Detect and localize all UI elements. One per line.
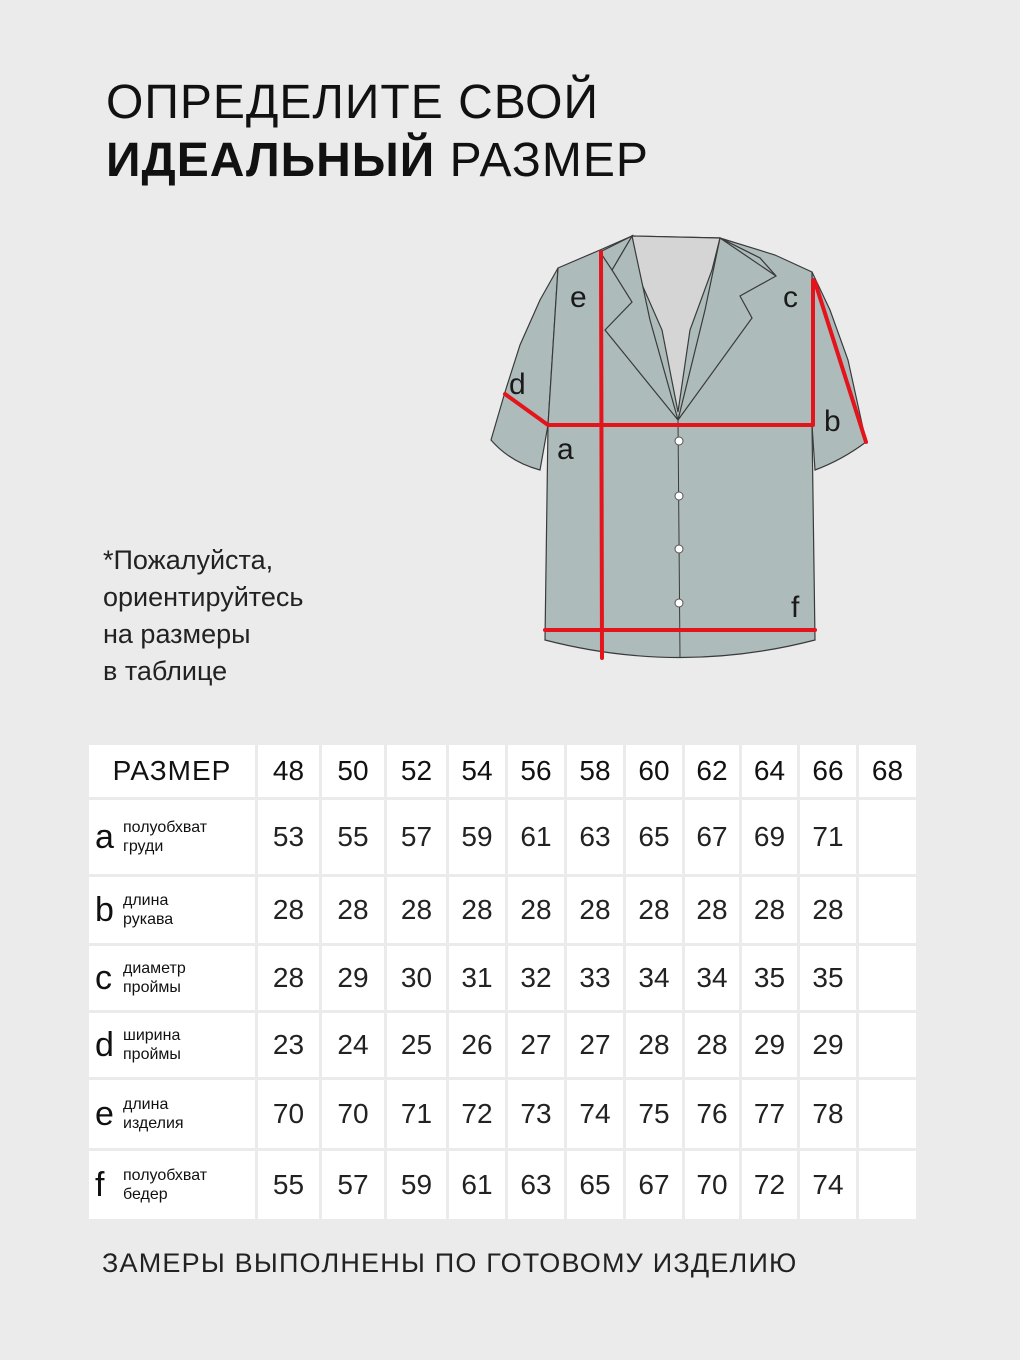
measurement-label-cell: [89, 946, 255, 1010]
value-cell: 28: [685, 877, 739, 943]
measurement-label-cell: [89, 1080, 255, 1148]
size-header-cell: 48: [258, 745, 319, 797]
diagram-label-d: d: [509, 368, 526, 401]
size-header-cell: 50: [322, 745, 384, 797]
diagram-label-a: a: [557, 433, 574, 466]
measure-line-e: [601, 252, 602, 658]
button: [675, 492, 683, 500]
size-note: *Пожалуйста, ориентируйтесь на размеры в таблице: [103, 545, 304, 686]
value-cell: 71: [800, 800, 856, 874]
button: [675, 437, 683, 445]
value-cell: 74: [567, 1080, 623, 1148]
value-cell: 31: [449, 946, 505, 1010]
value-cell: 28: [742, 877, 797, 943]
value-cell: 28: [258, 946, 319, 1010]
title-rest: РАЗМЕР: [435, 134, 649, 187]
measurement-description: полуобхват груди: [123, 819, 208, 855]
table-row: [89, 1080, 916, 1148]
value-cell: 57: [387, 800, 446, 874]
value-cell: [859, 1151, 916, 1219]
value-cell: 57: [322, 1151, 384, 1219]
value-cell: 59: [387, 1151, 446, 1219]
value-cell: 76: [685, 1080, 739, 1148]
value-cell: 30: [387, 946, 446, 1010]
value-cell: [859, 1013, 916, 1077]
table-row: [89, 946, 916, 1010]
title-line-1: ОПРЕДЕЛИТЕ СВОЙ: [106, 76, 599, 129]
value-cell: 77: [742, 1080, 797, 1148]
value-cell: 69: [742, 800, 797, 874]
size-header-cell: 68: [859, 745, 916, 797]
table-header-row: [89, 745, 916, 797]
value-cell: 63: [567, 800, 623, 874]
value-cell: 70: [685, 1151, 739, 1219]
value-cell: [859, 946, 916, 1010]
value-cell: [859, 877, 916, 943]
value-cell: 26: [449, 1013, 505, 1077]
table-row: [89, 1013, 916, 1077]
value-cell: 33: [567, 946, 623, 1010]
value-cell: 35: [742, 946, 797, 1010]
size-header-cell: 54: [449, 745, 505, 797]
shirt-diagram: [480, 225, 880, 675]
button: [675, 545, 683, 553]
measurement-description: длина рукава: [123, 892, 174, 928]
value-cell: 28: [508, 877, 564, 943]
value-cell: 23: [258, 1013, 319, 1077]
value-cell: 25: [387, 1013, 446, 1077]
value-cell: 65: [567, 1151, 623, 1219]
size-table: [86, 742, 919, 1222]
title-line-2: [106, 132, 649, 190]
value-cell: 55: [322, 800, 384, 874]
diagram-label-c: c: [783, 281, 798, 314]
measurement-label-cell: [89, 1151, 255, 1219]
value-cell: 34: [626, 946, 682, 1010]
footer-note: ЗАМЕРЫ ВЫПОЛНЕНЫ ПО ГОТОВОМУ ИЗДЕЛИЮ: [102, 1248, 798, 1278]
value-cell: 28: [449, 877, 505, 943]
value-cell: [859, 1080, 916, 1148]
value-cell: 67: [685, 800, 739, 874]
size-header-cell: 66: [800, 745, 856, 797]
page-title: [106, 74, 649, 190]
value-cell: 29: [800, 1013, 856, 1077]
value-cell: 59: [449, 800, 505, 874]
header-size-label: РАЗМЕР: [89, 745, 255, 797]
value-cell: [859, 800, 916, 874]
value-cell: 34: [685, 946, 739, 1010]
value-cell: 29: [322, 946, 384, 1010]
value-cell: 28: [387, 877, 446, 943]
value-cell: 55: [258, 1151, 319, 1219]
value-cell: 28: [626, 877, 682, 943]
measurement-label-cell: [89, 1013, 255, 1077]
value-cell: 24: [322, 1013, 384, 1077]
value-cell: 74: [800, 1151, 856, 1219]
value-cell: 61: [449, 1151, 505, 1219]
measurement-letter: c: [95, 959, 112, 997]
measurement-letter: f: [95, 1166, 105, 1204]
size-header-cell: 52: [387, 745, 446, 797]
measurement-description: диаметр проймы: [123, 960, 186, 996]
measurement-letter: d: [95, 1026, 114, 1064]
value-cell: 65: [626, 800, 682, 874]
value-cell: 78: [800, 1080, 856, 1148]
diagram-label-e: e: [570, 281, 587, 314]
table-row: [89, 1151, 916, 1219]
measurement-letter: b: [95, 891, 114, 929]
measurement-description: ширина проймы: [123, 1027, 181, 1063]
size-header-cell: 56: [508, 745, 564, 797]
table-row: [89, 800, 916, 874]
value-cell: 72: [449, 1080, 505, 1148]
value-cell: 71: [387, 1080, 446, 1148]
title-bold-word: ИДЕАЛЬНЫЙ: [106, 134, 436, 187]
value-cell: 73: [508, 1080, 564, 1148]
measurement-label-cell: [89, 800, 255, 874]
value-cell: 28: [322, 877, 384, 943]
measurement-description: длина изделия: [123, 1096, 184, 1132]
value-cell: 28: [800, 877, 856, 943]
value-cell: 70: [322, 1080, 384, 1148]
value-cell: 61: [508, 800, 564, 874]
diagram-label-b: b: [824, 405, 841, 438]
measurement-letter: e: [95, 1095, 114, 1133]
value-cell: 70: [258, 1080, 319, 1148]
measurement-label-cell: [89, 877, 255, 943]
value-cell: 28: [626, 1013, 682, 1077]
value-cell: 28: [567, 877, 623, 943]
size-header-cell: 62: [685, 745, 739, 797]
value-cell: 32: [508, 946, 564, 1010]
value-cell: 28: [685, 1013, 739, 1077]
size-header-cell: 58: [567, 745, 623, 797]
measurement-letter: a: [95, 818, 114, 856]
value-cell: 27: [508, 1013, 564, 1077]
value-cell: 27: [567, 1013, 623, 1077]
measurement-description: полуобхват бедер: [123, 1167, 208, 1203]
size-header-cell: 64: [742, 745, 797, 797]
value-cell: 75: [626, 1080, 682, 1148]
value-cell: 63: [508, 1151, 564, 1219]
table-row: [89, 877, 916, 943]
value-cell: 29: [742, 1013, 797, 1077]
value-cell: 72: [742, 1151, 797, 1219]
size-header-cell: 60: [626, 745, 682, 797]
value-cell: 53: [258, 800, 319, 874]
value-cell: 67: [626, 1151, 682, 1219]
value-cell: 35: [800, 946, 856, 1010]
value-cell: 28: [258, 877, 319, 943]
button: [675, 599, 683, 607]
diagram-label-f: f: [791, 591, 800, 624]
